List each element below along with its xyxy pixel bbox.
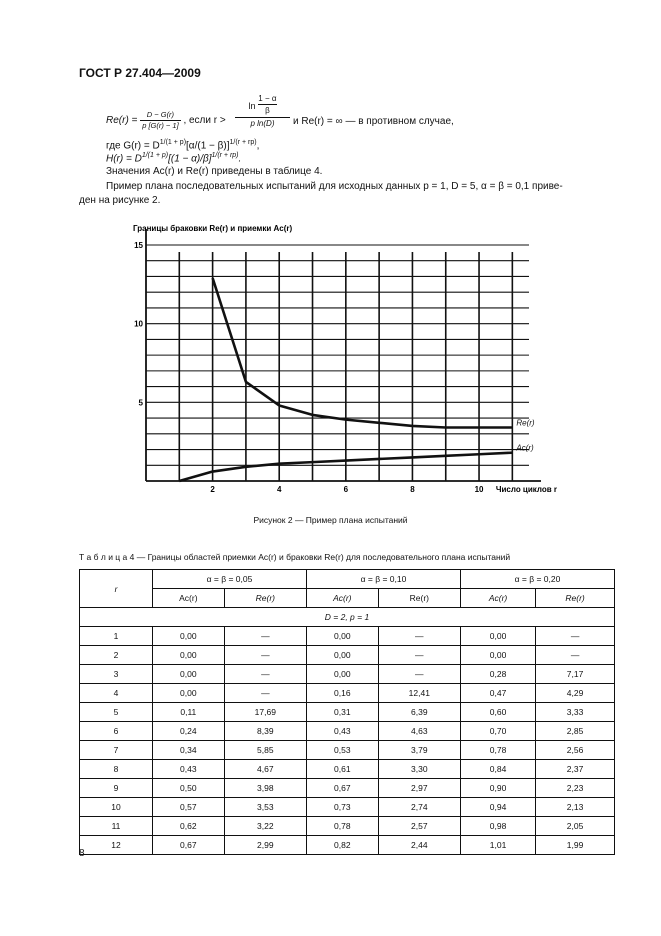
table-cell: — bbox=[378, 627, 460, 646]
fraction-1-numerator: D − G(r) bbox=[140, 110, 180, 121]
paragraph-example-line1: Пример плана последовательных испытаний для исходных данных p = 1, D = 5, α = β = 0,1 приве- bbox=[106, 181, 563, 192]
page-number: 8 bbox=[79, 848, 85, 859]
table-cell: 0,50 bbox=[153, 779, 225, 798]
table-cell: 0,00 bbox=[306, 646, 378, 665]
chart-grid bbox=[146, 245, 529, 481]
paragraph-values: Значения Ac(r) и Re(r) приведены в таблице 4. bbox=[106, 166, 323, 177]
y-tick-label: 5 bbox=[138, 398, 143, 408]
table-cell: 3,98 bbox=[224, 779, 306, 798]
table-row bbox=[80, 703, 615, 722]
table-cell: 0,11 bbox=[153, 703, 225, 722]
ln-symbol: ln bbox=[248, 101, 256, 111]
ln-arg-numerator: 1 − α bbox=[258, 94, 277, 103]
table-cell: 0,00 bbox=[153, 684, 225, 703]
table-cell: — bbox=[224, 646, 306, 665]
table-cell: 0,00 bbox=[306, 665, 378, 684]
table-cell: 0,00 bbox=[153, 627, 225, 646]
table-cell: 0,53 bbox=[306, 741, 378, 760]
table-cell: 2,74 bbox=[378, 798, 460, 817]
table-cell: 0,47 bbox=[460, 684, 535, 703]
table-cell: 2,05 bbox=[536, 817, 615, 836]
table-cell: 0,00 bbox=[153, 646, 225, 665]
table-row bbox=[80, 836, 615, 855]
table-row bbox=[80, 684, 615, 703]
table-cell: 3,33 bbox=[536, 703, 615, 722]
table-cell: 5,85 bbox=[224, 741, 306, 760]
table-cell: 0,94 bbox=[460, 798, 535, 817]
table-4 bbox=[79, 569, 615, 855]
table-cell-r: 9 bbox=[80, 779, 153, 798]
table-cell: 4,29 bbox=[536, 684, 615, 703]
table-cell: 2,85 bbox=[536, 722, 615, 741]
formula-condition: , если r > bbox=[183, 115, 226, 127]
table-cell: 4,63 bbox=[378, 722, 460, 741]
table-cell: — bbox=[224, 684, 306, 703]
table-cell: 1,01 bbox=[460, 836, 535, 855]
formula-lhs: Re(r) = bbox=[106, 115, 138, 127]
table-cell: 0,28 bbox=[460, 665, 535, 684]
table-cell: 12,41 bbox=[378, 684, 460, 703]
def-h-exp2: 1/(r + rp) bbox=[211, 152, 239, 159]
table-cell: 0,67 bbox=[153, 836, 225, 855]
table-cell: 0,24 bbox=[153, 722, 225, 741]
figure-caption: Рисунок 2 — Пример плана испытаний bbox=[253, 515, 408, 525]
table-cell: — bbox=[224, 665, 306, 684]
table-cell: 0,57 bbox=[153, 798, 225, 817]
table-cell: 0,00 bbox=[153, 665, 225, 684]
table-cell: 0,00 bbox=[460, 646, 535, 665]
group-header-010: α = β = 0,10 bbox=[306, 570, 460, 589]
table-row bbox=[80, 817, 615, 836]
table-cell: 0,43 bbox=[153, 760, 225, 779]
table-cell: — bbox=[536, 646, 615, 665]
table-cell-r: 10 bbox=[80, 798, 153, 817]
sub-header-ac: Ac(r) bbox=[460, 589, 535, 608]
table-cell: 3,22 bbox=[224, 817, 306, 836]
sub-header-re: Re(r) bbox=[536, 589, 615, 608]
def-g-exp1: 1/(1 + p) bbox=[159, 139, 187, 146]
table-cell: — bbox=[378, 646, 460, 665]
series-line-re bbox=[213, 278, 513, 427]
sub-header-ac: Ac(r) bbox=[153, 589, 225, 608]
table-row bbox=[80, 798, 615, 817]
table-cell: 2,37 bbox=[536, 760, 615, 779]
fraction-2-denominator: p ln(D) bbox=[250, 119, 275, 128]
table-cell: 0,61 bbox=[306, 760, 378, 779]
table-cell: 3,79 bbox=[378, 741, 460, 760]
table-cell-r: 11 bbox=[80, 817, 153, 836]
table-cell: 3,53 bbox=[224, 798, 306, 817]
table-row bbox=[80, 646, 615, 665]
table-cell: 2,23 bbox=[536, 779, 615, 798]
sub-header-ac: Ac(r) bbox=[306, 589, 378, 608]
table-cell: 1,99 bbox=[536, 836, 615, 855]
x-tick-label: 4 bbox=[276, 485, 282, 494]
table-cell: 0,60 bbox=[460, 703, 535, 722]
table-cell-r: 7 bbox=[80, 741, 153, 760]
col-header-r: r bbox=[80, 570, 153, 608]
ln-arg-denominator: β bbox=[265, 106, 270, 115]
y-axis-label: Границы браковки Re(r) и приемки Ac(r) bbox=[133, 224, 293, 233]
def-g-text: где G(r) = D bbox=[106, 140, 160, 152]
table-cell: 0,90 bbox=[460, 779, 535, 798]
table-cell-r: 5 bbox=[80, 703, 153, 722]
table-cell-r: 12 bbox=[80, 836, 153, 855]
table-cell: 0,82 bbox=[306, 836, 378, 855]
table-cell: 0,78 bbox=[306, 817, 378, 836]
table-row bbox=[80, 741, 615, 760]
table-cell: 6,39 bbox=[378, 703, 460, 722]
table-cell: 7,17 bbox=[536, 665, 615, 684]
table-cell: 0,31 bbox=[306, 703, 378, 722]
formula-tail: и Re(r) = ∞ — в противном случае, bbox=[293, 116, 454, 127]
table-cell: 3,30 bbox=[378, 760, 460, 779]
def-h-end: . bbox=[238, 153, 242, 165]
table-cell: — bbox=[536, 627, 615, 646]
fraction-1-denominator: p [G(r) − 1] bbox=[142, 121, 179, 130]
series-label: Re(r) bbox=[516, 418, 535, 428]
table-row bbox=[80, 665, 615, 684]
table-cell: 0,00 bbox=[306, 627, 378, 646]
table-row bbox=[80, 779, 615, 798]
table-cell: 2,56 bbox=[536, 741, 615, 760]
group-header-020: α = β = 0,20 bbox=[460, 570, 614, 589]
table-cell: 17,69 bbox=[224, 703, 306, 722]
table-cell: 0,73 bbox=[306, 798, 378, 817]
table-cell: 0,16 bbox=[306, 684, 378, 703]
table-cell-r: 4 bbox=[80, 684, 153, 703]
series-label: Ac(r) bbox=[516, 443, 534, 453]
x-tick-label: 8 bbox=[410, 485, 415, 494]
table-cell: 0,43 bbox=[306, 722, 378, 741]
table-cell: 0,34 bbox=[153, 741, 225, 760]
def-h-exp1: 1/(1 + p) bbox=[141, 152, 169, 159]
x-tick-label: 2 bbox=[210, 485, 215, 494]
sub-header-re: Re(r) bbox=[224, 589, 306, 608]
table-cell: — bbox=[224, 627, 306, 646]
x-tick-label: 6 bbox=[343, 485, 349, 494]
paragraph-example-line2: ден на рисунке 2. bbox=[79, 195, 161, 206]
table-caption: Т а б л и ц а 4 — Границы областей приемки Ac(r) и браковки Re(r) для последовательного плана испытаний bbox=[79, 552, 511, 562]
def-g-end: , bbox=[256, 140, 260, 152]
table-cell: 2,97 bbox=[378, 779, 460, 798]
table-cell-r: 2 bbox=[80, 646, 153, 665]
sub-header-re: Re(r) bbox=[378, 589, 460, 608]
table-cell: 0,98 bbox=[460, 817, 535, 836]
table-cell: 2,13 bbox=[536, 798, 615, 817]
table-row bbox=[80, 760, 615, 779]
table-cell: 0,67 bbox=[306, 779, 378, 798]
table-row bbox=[80, 627, 615, 646]
page-header: ГОСТ Р 27.404—2009 bbox=[79, 66, 201, 80]
table-cell: 8,39 bbox=[224, 722, 306, 741]
def-g-mid: [α/(1 − β)] bbox=[186, 140, 230, 152]
table-cell-r: 3 bbox=[80, 665, 153, 684]
table-cell: 0,70 bbox=[460, 722, 535, 741]
table-cell: 2,57 bbox=[378, 817, 460, 836]
table-cell: 0,00 bbox=[460, 627, 535, 646]
y-tick-label: 15 bbox=[134, 241, 143, 250]
x-tick-label: 10 bbox=[474, 485, 484, 494]
def-h-text: H(r) = D bbox=[106, 153, 142, 165]
table-cell: — bbox=[378, 665, 460, 684]
table-section-row: D = 2, p = 1 bbox=[80, 608, 615, 627]
y-tick-label: 10 bbox=[134, 319, 143, 329]
table-cell: 0,62 bbox=[153, 817, 225, 836]
def-h-mid: [(1 − α)/β] bbox=[168, 153, 212, 165]
x-axis-label: Число циклов r bbox=[495, 485, 557, 494]
def-g-exp2: 1/(r + rp) bbox=[229, 139, 257, 146]
table-cell-r: 8 bbox=[80, 760, 153, 779]
table-cell: 4,67 bbox=[224, 760, 306, 779]
table-row bbox=[80, 722, 615, 741]
table-cell: 0,78 bbox=[460, 741, 535, 760]
group-header-005: α = β = 0,05 bbox=[153, 570, 307, 589]
table-cell: 2,99 bbox=[224, 836, 306, 855]
table-cell-r: 1 bbox=[80, 627, 153, 646]
table-cell: 2,44 bbox=[378, 836, 460, 855]
table-cell: 0,84 bbox=[460, 760, 535, 779]
table-cell-r: 6 bbox=[80, 722, 153, 741]
